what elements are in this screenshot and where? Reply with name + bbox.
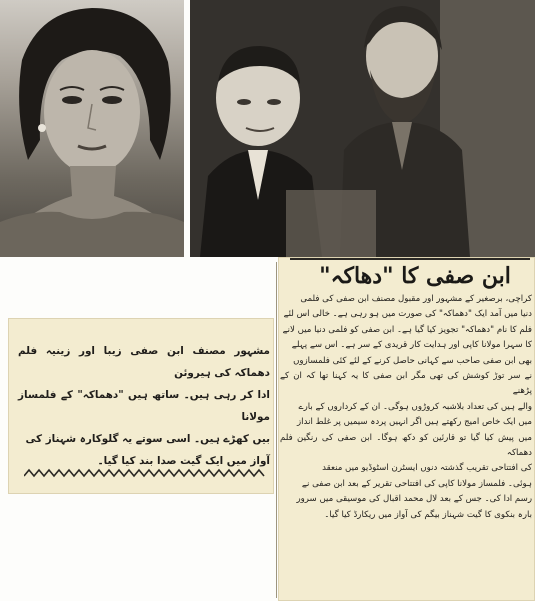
zigzag-divider [24,468,266,478]
article-line: فلم کا نام "دھماکہ" تجویز کیا گیا ہے۔ ابن صفی کو فلمی دنیا میں لانے [282,324,532,335]
article-line: کی افتتاحی تقریب گذشتہ دنوں ایسٹرن اسٹوڈیو میں منعقد [322,463,532,474]
headline-rule [290,258,530,260]
article-line: میں پیش کیا گیا تو قارئین کو دکھ ہوگا۔ ابن صفی کی رنگین فلم دھماکہ [280,432,532,459]
article-line: نے سر توڑ کوشش کی تھی مگر ابن صفی کا یہ کہنا تھا کہ ان کے پڑھنے [280,371,532,397]
article-line: کا سہرا مولانا کاپی اور ہدایت کار قریدی کے سر ہے۔ اس سے پہلے [291,340,532,351]
photo-caption [18,340,270,467]
event-photo-illustration [190,0,535,257]
event-photo [190,0,535,257]
article-line: میں ایک خاص امیج رکھتے ہیں اگر انہیں پردہ سیمیں پر غلط انداز [297,417,532,428]
article-line: بھی ابن صفی صاحب سے کہانی حاصل کرنے کے لئے کئی فلمسازوں [293,355,532,366]
article-headline: ابن صفی کا "دھاکہ" [319,263,511,289]
actress-portrait-illustration [0,0,184,257]
caption-line: بیں کھڑے ہیں۔ اسی سوتے یہ گلوکارہ شہناز کی [25,433,270,445]
actress-photo [0,0,184,257]
article-line: کراچی، برصغیر کے مشہور اور مقبول مصنف ابن صفی کی فلمی [300,294,532,304]
article-body [280,292,532,598]
article-line: دنیا میں آمد ایک "دھماکہ" کی صورت میں ہو رہی ہے۔ خالی اس لئے [283,309,532,320]
article-line: رسم ادا کی۔ جس کے بعد لال محمد اقبال کی موسیقی میں سرور [296,494,532,505]
caption-line: ادا کر رہی ہیں۔ ساتھ ہیں "دھماکہ" کے فلمساز مولانا [18,389,270,423]
caption-line: آواز میں ایک گیت صدا بند کیا گیا۔ [97,455,270,467]
caption-line: مشہور مصنف ابن صفی زیبا اور زینیہ فلم دھماکہ کی ہیروئن [18,345,270,379]
column-divider [276,262,277,598]
article-line: ہوئی۔ فلمساز مولانا کاپی کی افتتاحی تقریر کے بعد ابن صفی نے [301,478,532,489]
article-line: والے ہیں کی تعداد بلاشبہ کروڑوں ہوگی۔ ان کے کرداروں کے بارے [298,401,532,412]
article-line: بارہ بنکوی کا گیت شہناز بیگم کی آواز میں ریکارڈ کیا گیا۔ [324,509,532,520]
